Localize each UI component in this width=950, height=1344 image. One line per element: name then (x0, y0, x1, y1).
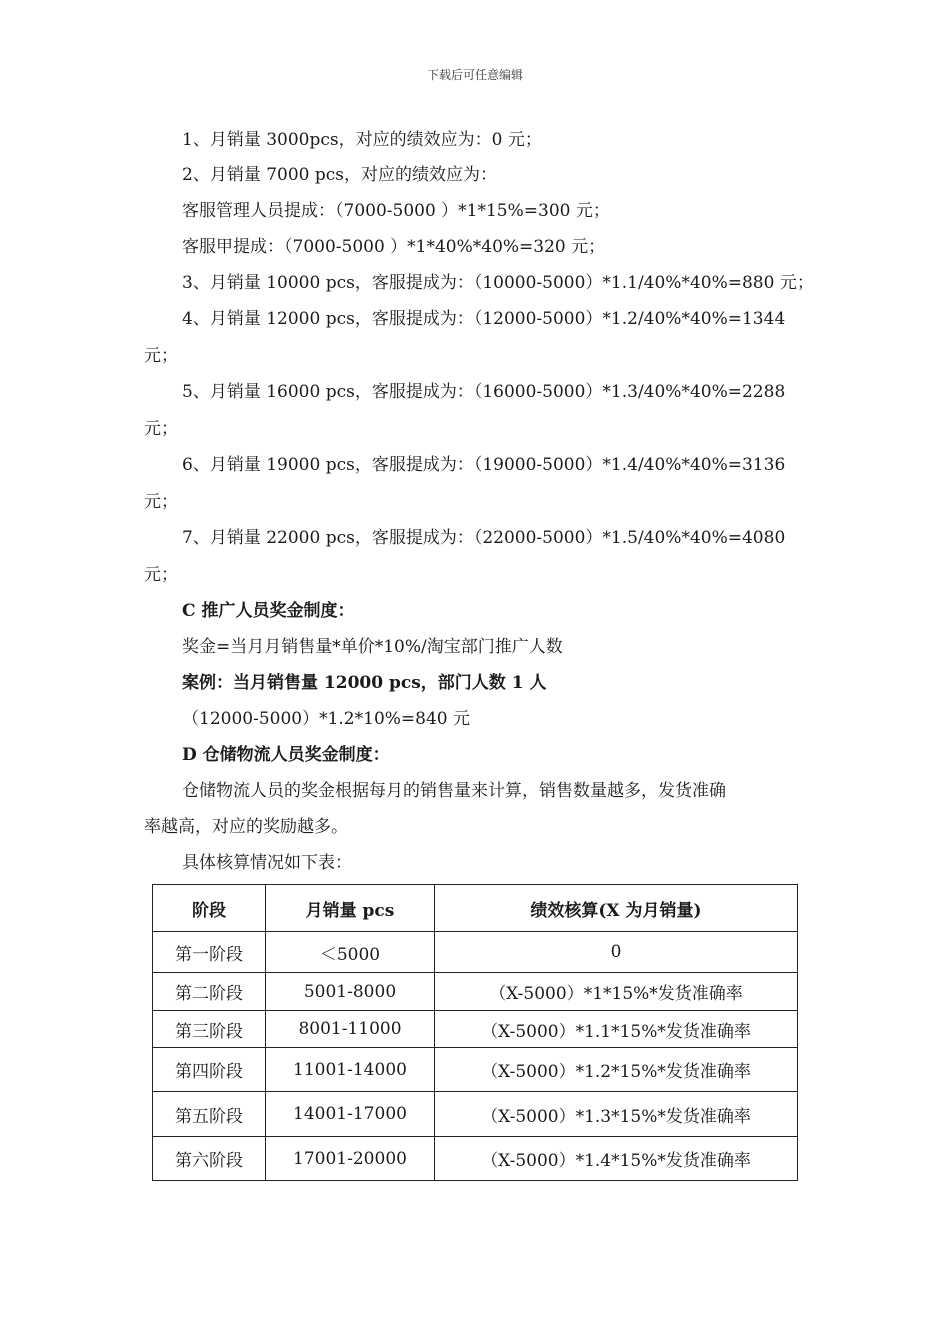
table-cell: 第三阶段 (153, 1011, 266, 1048)
paragraph-line: 7、月销量 22000 pcs，客服提成为：（22000-5000）*1.5/40%*40%=4080 (182, 528, 786, 548)
table-cell: 8001-11000 (266, 1011, 435, 1048)
column-header-monthly-sales: 月销量 pcs (266, 885, 435, 932)
paragraph-line: 1、月销量 3000pcs，对应的绩效应为：0 元； (182, 130, 542, 150)
paragraph-line: 客服管理人员提成：（7000-5000 ）*1*15%=300 元； (182, 201, 610, 221)
paragraph-line: 仓储物流人员的奖金根据每月的销售量来计算，销售数量越多，发货准确 (182, 781, 726, 801)
example-heading: 案例：当月销售量 12000 pcs，部门人数 1 人 (182, 673, 547, 693)
table-cell: 第一阶段 (153, 932, 266, 973)
paragraph-line: 3、月销量 10000 pcs，客服提成为：（10000-5000）*1.1/40%*40%=880 元； (182, 273, 814, 293)
table-cell: 第四阶段 (153, 1048, 266, 1092)
paragraph-line: 元； (144, 346, 178, 366)
section-heading: C 推广人员奖金制度： (182, 601, 355, 621)
paragraph-line: 元； (144, 565, 178, 585)
performance-table (152, 884, 798, 1181)
section-heading: D 仓储物流人员奖金制度： (182, 745, 390, 765)
table-cell: ＜5000 (266, 932, 435, 973)
table-row (153, 1011, 798, 1048)
paragraph-line: 率越高，对应的奖励越多。 (144, 817, 348, 837)
table-cell: （X-5000）*1.2*15%*发货准确率 (435, 1048, 798, 1092)
paragraph-line: 5、月销量 16000 pcs，客服提成为：（16000-5000）*1.3/40%*40%=2288 (182, 382, 786, 402)
table-cell: （X-5000）*1.1*15%*发货准确率 (435, 1011, 798, 1048)
table-cell: 17001-20000 (266, 1137, 435, 1181)
table-row (153, 1092, 798, 1137)
paragraph-line: 具体核算情况如下表： (182, 853, 352, 873)
table-cell: 第五阶段 (153, 1092, 266, 1137)
paragraph-line: 2、月销量 7000 pcs，对应的绩效应为： (182, 165, 498, 185)
paragraph-line: （12000-5000）*1.2*10%=840 元 (182, 709, 471, 729)
paragraph-line: 奖金=当月月销售量*单价*10%/淘宝部门推广人数 (182, 637, 563, 657)
table-cell: 14001-17000 (266, 1092, 435, 1137)
table-cell: （X-5000）*1.4*15%*发货准确率 (435, 1137, 798, 1181)
column-header-calculation: 绩效核算(X 为月销量) (435, 885, 798, 932)
table-cell: 5001-8000 (266, 973, 435, 1011)
paragraph-line: 客服甲提成：（7000-5000 ）*1*40%*40%=320 元； (182, 237, 606, 257)
table-cell: 11001-14000 (266, 1048, 435, 1092)
table-cell: （X-5000）*1.3*15%*发货准确率 (435, 1092, 798, 1137)
table-row (153, 1137, 798, 1181)
table-cell: （X-5000）*1*15%*发货准确率 (435, 973, 798, 1011)
table-row (153, 1048, 798, 1092)
table-cell: 0 (435, 932, 798, 973)
column-header-stage: 阶段 (153, 885, 266, 932)
paragraph-line: 元； (144, 492, 178, 512)
table-row (153, 973, 798, 1011)
table-cell: 第二阶段 (153, 973, 266, 1011)
paragraph-line: 4、月销量 12000 pcs，客服提成为：（12000-5000）*1.2/40%*40%=1344 (182, 309, 786, 329)
paragraph-line: 6、月销量 19000 pcs，客服提成为：（19000-5000）*1.4/40%*40%=3136 (182, 455, 786, 475)
table-header-row (153, 885, 798, 932)
page-header: 下载后可任意编辑 (426, 68, 523, 82)
table-cell: 第六阶段 (153, 1137, 266, 1181)
table-row (153, 932, 798, 973)
paragraph-line: 元； (144, 419, 178, 439)
